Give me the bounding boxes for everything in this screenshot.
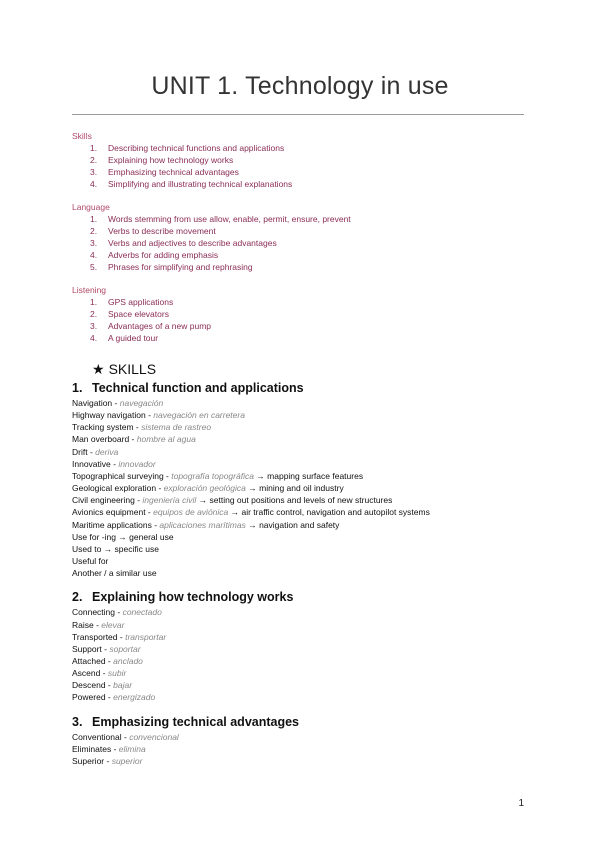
section-number: 2. bbox=[72, 590, 83, 605]
vocab-entry bbox=[72, 421, 542, 433]
outline-item-number: 3. bbox=[90, 167, 98, 177]
vocab-translation: elimina bbox=[118, 743, 146, 754]
outline-item bbox=[72, 237, 532, 249]
vocab-entry bbox=[72, 691, 542, 703]
section-gap bbox=[72, 704, 542, 714]
outline-item bbox=[72, 320, 532, 332]
outline-item-text: GPS applications bbox=[108, 297, 174, 307]
vocab-note: → air traffic control, navigation and autopilot systems bbox=[228, 507, 430, 518]
vocab-translation: ingeniería civil bbox=[142, 495, 197, 506]
vocab-translation: aplicaciones marítimas bbox=[159, 519, 246, 530]
vocab-entry bbox=[72, 531, 542, 543]
skills-content bbox=[72, 380, 542, 767]
outline-item-number: 3. bbox=[90, 321, 98, 331]
vocab-term: Transported bbox=[72, 631, 118, 642]
outline-list bbox=[72, 142, 532, 190]
vocab-separator: - bbox=[145, 507, 154, 518]
vocab-translation: superior bbox=[111, 755, 143, 766]
vocab-translation: subir bbox=[107, 668, 127, 679]
vocab-term: Connecting bbox=[72, 607, 116, 618]
vocab-entry bbox=[72, 494, 542, 506]
vocab-term: Navigation bbox=[72, 398, 113, 408]
vocab-entry bbox=[72, 458, 542, 470]
outline-section-label: Skills bbox=[72, 131, 92, 141]
vocab-separator: - bbox=[133, 422, 142, 433]
outline-item-number: 5. bbox=[90, 262, 98, 272]
vocab-note: → navigation and safety bbox=[245, 519, 340, 530]
vocab-separator: - bbox=[112, 398, 120, 408]
outline-item-text: A guided tour bbox=[108, 333, 159, 343]
outline-item bbox=[72, 296, 532, 308]
outline-item-text: Words stemming from use allow, enable, permit, ensure, prevent bbox=[108, 214, 351, 224]
vocab-note: → specific use bbox=[101, 543, 159, 554]
vocab-translation: convencional bbox=[129, 731, 179, 742]
vocab-separator: - bbox=[101, 643, 110, 654]
vocab-translation: transportar bbox=[125, 631, 167, 642]
section-heading bbox=[72, 714, 542, 731]
outline-item-text: Verbs to describe movement bbox=[108, 226, 216, 236]
vocab-entry bbox=[72, 755, 542, 767]
vocab-translation: sistema de rastreo bbox=[141, 422, 212, 433]
vocab-translation: hombre al agua bbox=[136, 434, 196, 445]
section-number: 1. bbox=[72, 381, 83, 395]
vocab-entry bbox=[72, 506, 542, 518]
outline-item-number: 4. bbox=[90, 179, 98, 189]
vocab-term: Another / a similar use bbox=[72, 568, 157, 579]
outline-item-number: 1. bbox=[90, 214, 98, 224]
vocab-entry bbox=[72, 482, 542, 494]
section-gap bbox=[72, 579, 542, 589]
outline-item bbox=[72, 154, 532, 166]
vocab-entry bbox=[72, 397, 542, 409]
vocab-term: Use for -ing bbox=[72, 531, 116, 542]
vocab-term: Innovative bbox=[72, 458, 111, 469]
vocab-entry bbox=[72, 619, 542, 631]
vocab-note: → mapping surface features bbox=[253, 470, 364, 481]
outline-item bbox=[72, 178, 532, 190]
vocab-translation: soportar bbox=[109, 643, 141, 654]
vocab-translation: deriva bbox=[95, 446, 119, 457]
outline-item bbox=[72, 213, 532, 225]
vocab-term: Man overboard bbox=[72, 434, 130, 445]
outline-item-text: Verbs and adjectives to describe advantages bbox=[108, 238, 277, 248]
vocab-term: Avionics equipment bbox=[72, 507, 146, 518]
vocab-translation: energizado bbox=[113, 692, 156, 703]
outline-item-number: 2. bbox=[90, 226, 98, 236]
vocab-translation: elevar bbox=[101, 619, 125, 630]
vocab-separator: - bbox=[117, 631, 126, 642]
vocab-translation: navegación bbox=[119, 398, 164, 408]
vocab-term: Useful for bbox=[72, 556, 109, 567]
vocab-entry bbox=[72, 567, 542, 579]
vocab-term: Used to bbox=[72, 543, 102, 554]
vocab-term: Raise bbox=[72, 619, 94, 630]
vocab-translation: topografía topográfica bbox=[171, 470, 254, 481]
vocab-term: Drift bbox=[72, 446, 88, 457]
outline-section-label: Listening bbox=[72, 285, 107, 295]
section-number: 3. bbox=[72, 714, 83, 729]
vocab-translation: conectado bbox=[122, 607, 162, 618]
vocab-term: Tracking system bbox=[72, 422, 134, 433]
page-number: 1 bbox=[518, 798, 524, 809]
outline-item-text: Phrases for simplifying and rephrasing bbox=[108, 262, 253, 272]
outline-item-text: Adverbs for adding emphasis bbox=[108, 250, 219, 260]
vocab-term: Geological exploration bbox=[72, 483, 157, 494]
vocab-entry bbox=[72, 470, 542, 482]
vocab-entry bbox=[72, 731, 542, 743]
outline-item-number: 1. bbox=[90, 143, 98, 153]
outline-item bbox=[72, 142, 532, 154]
outline-item-number: 2. bbox=[90, 155, 98, 165]
outline-list bbox=[72, 296, 532, 344]
vocab-entry bbox=[72, 655, 542, 667]
vocab-term: Conventional bbox=[72, 731, 122, 742]
section-heading bbox=[72, 589, 542, 606]
outline-item-text: Describing technical functions and applications bbox=[108, 143, 285, 153]
outline-item bbox=[72, 308, 532, 320]
vocab-translation: bajar bbox=[113, 680, 133, 691]
section-title: Technical function and applications bbox=[92, 381, 304, 395]
vocab-term: Maritime applications bbox=[72, 519, 152, 530]
outline-item-text: Explaining how technology works bbox=[108, 155, 234, 165]
vocab-translation: navegación en carretera bbox=[153, 410, 245, 421]
vocab-separator: - bbox=[121, 731, 130, 742]
skills-heading bbox=[92, 361, 156, 378]
page-title: UNIT 1. Technology in use bbox=[151, 72, 449, 100]
outline-item-number: 3. bbox=[90, 238, 98, 248]
outline-item bbox=[72, 332, 532, 344]
vocab-separator: - bbox=[111, 743, 119, 754]
vocab-separator: - bbox=[105, 692, 114, 703]
vocab-separator: - bbox=[151, 519, 160, 530]
vocab-separator: - bbox=[134, 495, 143, 506]
vocab-entry bbox=[72, 433, 542, 445]
vocab-entry bbox=[72, 409, 542, 421]
section-title: Explaining how technology works bbox=[92, 590, 294, 605]
outline-item bbox=[72, 166, 532, 178]
vocab-entry bbox=[72, 555, 542, 567]
vocab-entry bbox=[72, 743, 542, 755]
vocab-separator: - bbox=[110, 458, 119, 469]
section-heading bbox=[72, 380, 542, 397]
vocab-separator: - bbox=[105, 680, 114, 691]
vocab-separator: - bbox=[163, 470, 172, 481]
vocab-term: Support bbox=[72, 643, 102, 654]
outline-item-text: Simplifying and illustrating technical explanations bbox=[108, 179, 293, 189]
vocab-term: Powered bbox=[72, 692, 106, 703]
vocab-note: → mining and oil industry bbox=[245, 483, 344, 494]
skills-heading-text: SKILLS bbox=[108, 361, 157, 377]
outline-item-number: 2. bbox=[90, 309, 98, 319]
star-icon: ★ bbox=[92, 361, 105, 377]
vocab-separator: - bbox=[93, 619, 102, 630]
vocab-term: Eliminates bbox=[72, 743, 112, 754]
vocab-term: Ascend bbox=[72, 668, 101, 679]
vocab-note: → setting out positions and levels of new structures bbox=[196, 495, 393, 506]
outline-item bbox=[72, 225, 532, 237]
vocab-translation: anclado bbox=[113, 655, 143, 666]
section-title: Emphasizing technical advantages bbox=[92, 714, 300, 729]
outline-section-label: Language bbox=[72, 202, 110, 212]
vocab-entry bbox=[72, 631, 542, 643]
vocab-entry bbox=[72, 543, 542, 555]
outline-item-number: 4. bbox=[90, 333, 98, 343]
outline-item-text: Emphasizing technical advantages bbox=[108, 167, 239, 177]
vocab-term: Topographical surveying bbox=[72, 470, 164, 481]
vocab-term: Civil engineering bbox=[72, 495, 135, 506]
vocab-separator: - bbox=[87, 446, 96, 457]
outline-list bbox=[72, 213, 532, 273]
outline-item-text: Space elevators bbox=[108, 309, 169, 319]
vocab-separator: - bbox=[100, 668, 108, 679]
unit-outline bbox=[72, 130, 532, 355]
vocab-entry bbox=[72, 519, 542, 531]
title-divider bbox=[72, 114, 524, 115]
vocab-translation: equipos de aviónica bbox=[153, 507, 229, 518]
vocab-term: Descend bbox=[72, 680, 106, 691]
vocab-term: Superior bbox=[72, 755, 105, 766]
vocab-translation: innovador bbox=[118, 458, 156, 469]
outline-item bbox=[72, 249, 532, 261]
vocab-term: Attached bbox=[72, 655, 106, 666]
vocab-separator: - bbox=[105, 655, 114, 666]
vocab-entry bbox=[72, 446, 542, 458]
outline-item-text: Advantages of a new pump bbox=[108, 321, 212, 331]
vocab-separator: - bbox=[129, 434, 137, 445]
vocab-note: → general use bbox=[115, 531, 174, 542]
vocab-separator: - bbox=[115, 607, 123, 618]
vocab-entry bbox=[72, 667, 542, 679]
vocab-entry bbox=[72, 606, 542, 618]
vocab-translation: exploración geológica bbox=[163, 483, 246, 494]
vocab-term: Highway navigation bbox=[72, 410, 146, 421]
vocab-separator: - bbox=[156, 483, 164, 494]
outline-item bbox=[72, 261, 532, 273]
vocab-entry bbox=[72, 643, 542, 655]
vocab-entry bbox=[72, 679, 542, 691]
outline-item-number: 4. bbox=[90, 250, 98, 260]
vocab-separator: - bbox=[145, 410, 154, 421]
vocab-separator: - bbox=[104, 755, 112, 766]
outline-item-number: 1. bbox=[90, 297, 98, 307]
